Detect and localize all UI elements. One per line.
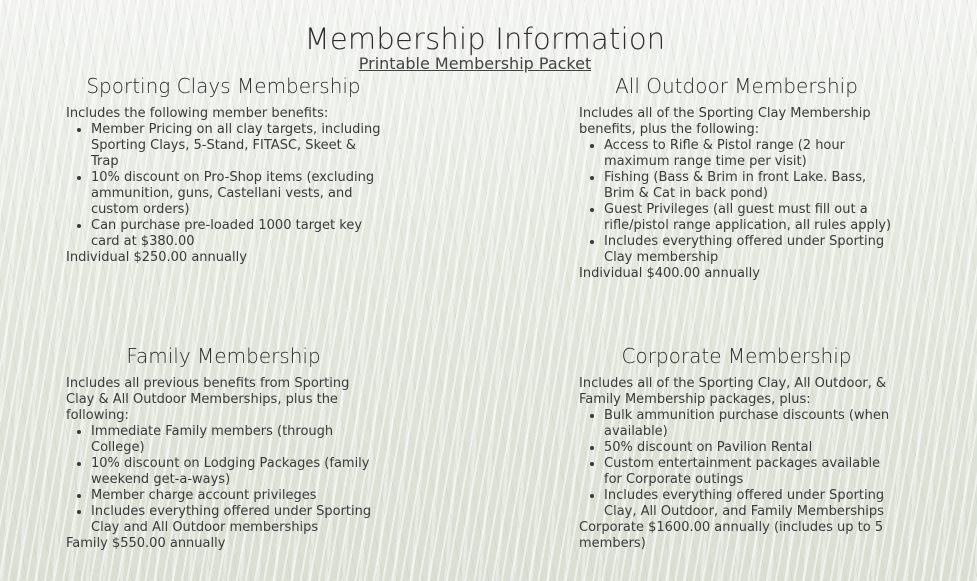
benefit-item: • Access to Rifle & Pistol range (2 hour maximum range time per visit) bbox=[604, 138, 894, 170]
section-title: Sporting Clays Membership bbox=[86, 74, 361, 98]
section-intro: Includes all of the Sporting Clay, All Outdoor, & Family Membership packages, plus: bbox=[579, 376, 887, 407]
membership-section-family bbox=[66, 344, 381, 552]
page-title: Membership Information bbox=[304, 22, 666, 56]
section-intro: Includes all of the Sporting Clay Membership benefits, plus the following: bbox=[579, 106, 871, 137]
membership-price: Individual $400.00 annually bbox=[579, 266, 760, 281]
benefit-item: • Bulk ammunition purchase discounts (when available) bbox=[604, 408, 894, 440]
benefits-list bbox=[66, 424, 381, 536]
benefit-item: • Guest Privileges (all guest must fill out a rifle/pistol range application, all rules apply) bbox=[604, 202, 894, 234]
section-title: Family Membership bbox=[126, 344, 321, 368]
membership-section-all-outdoor bbox=[579, 74, 894, 282]
benefits-list bbox=[579, 408, 894, 520]
benefit-item: • Immediate Family members (through College) bbox=[91, 424, 381, 456]
benefit-item: • Custom entertainment packages available for Corporate outings bbox=[604, 456, 894, 488]
benefit-item: • 10% discount on Lodging Packages (family weekend get-a-ways) bbox=[91, 456, 381, 488]
printable-packet-link[interactable]: Printable Membership Packet bbox=[358, 54, 592, 73]
benefit-item: • 10% discount on Pro-Shop items (excluding ammunition, guns, Castellani vests, and custom orders) bbox=[91, 170, 381, 218]
benefit-item: • Can purchase pre-loaded 1000 target key card at $380.00 bbox=[91, 218, 381, 250]
benefit-item: • Member charge account privileges bbox=[91, 488, 381, 504]
benefit-item: • Includes everything offered under Sporting Clay, All Outdoor, and Family Memberships bbox=[604, 488, 894, 520]
section-intro: Includes the following member benefits: bbox=[66, 106, 329, 121]
membership-section-sporting-clays bbox=[66, 74, 381, 266]
membership-price: Individual $250.00 annually bbox=[66, 250, 247, 265]
membership-section-corporate bbox=[579, 344, 894, 552]
benefit-item: • Fishing (Bass & Brim in front Lake. Bass, Brim & Cat in back pond) bbox=[604, 170, 894, 202]
benefit-item: • 50% discount on Pavilion Rental bbox=[604, 440, 894, 456]
section-title: Corporate Membership bbox=[621, 344, 852, 368]
membership-price: Corporate $1600.00 annually (includes up to 5 members) bbox=[579, 520, 884, 551]
benefit-item: • Includes everything offered under Sporting Clay membership bbox=[604, 234, 894, 266]
section-intro: Includes all previous benefits from Sporting Clay & All Outdoor Memberships, plus the following: bbox=[66, 376, 350, 423]
benefit-item: • Member Pricing on all clay targets, including Sporting Clays, 5-Stand, FITASC, Skeet & Trap bbox=[91, 122, 381, 170]
benefits-list bbox=[579, 138, 894, 266]
benefits-list bbox=[66, 122, 381, 250]
membership-price: Family $550.00 annually bbox=[66, 536, 226, 551]
section-title: All Outdoor Membership bbox=[615, 74, 858, 98]
benefit-item: • Includes everything offered under Sporting Clay and All Outdoor memberships bbox=[91, 504, 381, 536]
